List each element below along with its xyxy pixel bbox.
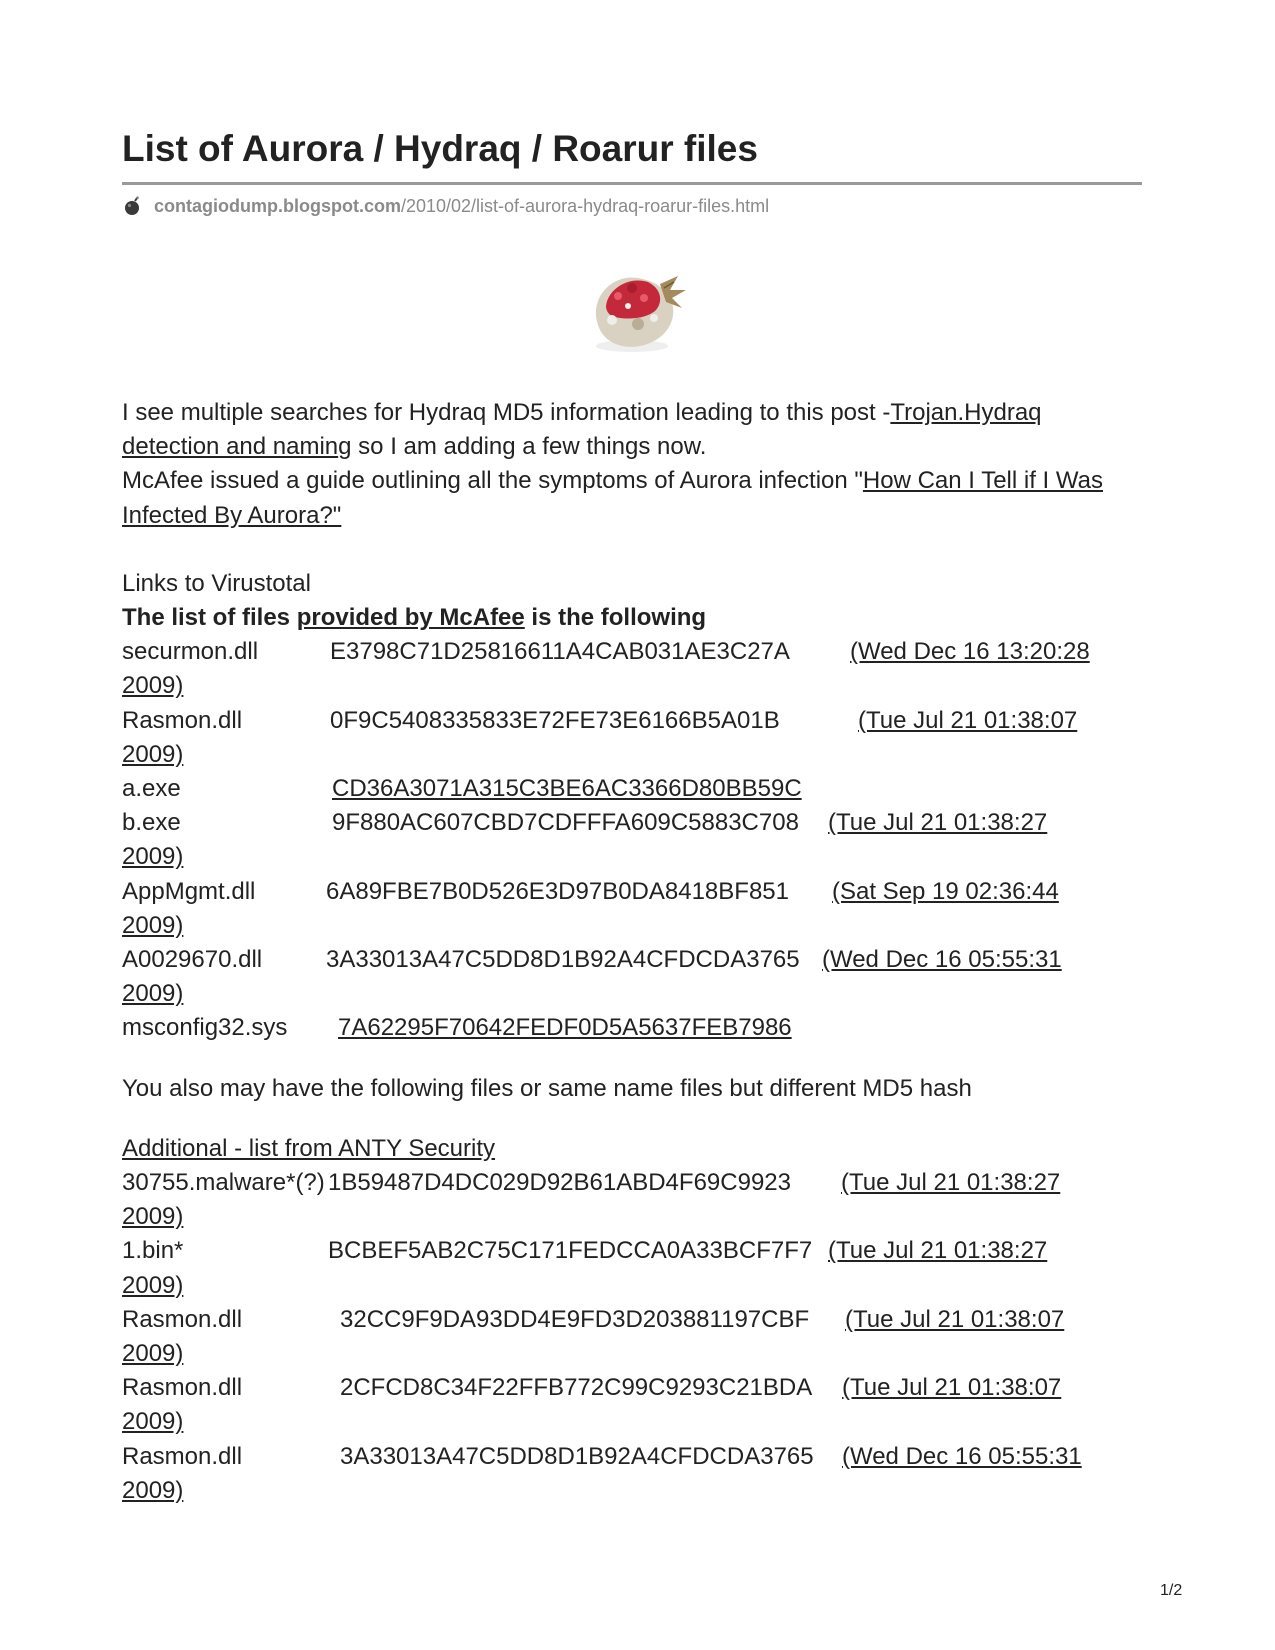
file-row[interactable]: 30755.malware*(?) 1B59487D4DC029D92B61ABD4F69C9923 (Tue Jul 21 01:38:27 2009) <box>122 1169 1061 1231</box>
file-row[interactable]: Rasmon.dll 2CFCD8C34F22FFB772C99C9293C21BDA (Tue Jul 21 01:38:07 2009) <box>122 1374 1062 1436</box>
rotten-strawberry-image <box>582 258 692 358</box>
file-row[interactable]: a.exe CD36A3071A315C3BE6AC3366D80BB59C <box>122 775 802 803</box>
provided-by-mcafee-link[interactable]: provided by McAfee <box>296 604 525 632</box>
file-row[interactable]: AppMgmt.dll 6A89FBE7B0D526E3D97B0DA8418BF851 (Sat Sep 19 02:36:44 2009) <box>122 877 1059 939</box>
trojan-hydraq-link[interactable]: Trojan.Hydraq detection and namin <box>122 399 1042 461</box>
mcafee-heading: The list of files provided by McAfee is the following <box>122 604 707 632</box>
source-path: /2010/02/list-of-aurora-hydraq-roarur-files.html <box>400 195 770 216</box>
mcafee-guide-link[interactable]: How Can I Tell if I Was Infected By Aurora?" <box>122 467 1103 529</box>
file-row[interactable]: b.exe 9F880AC607CBD7CDFFFA609C5883C708 (Tue Jul 21 01:38:27 2009) <box>122 809 1048 871</box>
anty-security-link[interactable]: Additional - list from ANTY Security <box>122 1134 496 1162</box>
title-divider <box>122 182 1142 185</box>
additional-file-list <box>122 1166 1142 1508</box>
page-title: List of Aurora / Hydraq / Roarur files <box>122 128 758 169</box>
file-row[interactable]: Rasmon.dll 0F9C5408335833E72FE73E6166B5A01B (Tue Jul 21 01:38:07 2009) <box>122 706 1078 768</box>
file-row[interactable]: securmon.dll E3798C71D25816611A4CAB031AE3C27A (Wed Dec 16 13:20:28 2009) <box>122 638 1090 700</box>
file-row[interactable]: 1.bin* BCBEF5AB2C75C171FEDCCA0A33BCF7F7 (Tue Jul 21 01:38:27 2009) <box>122 1237 1048 1299</box>
file-row[interactable]: A0029670.dll 3A33013A47C5DD8D1B92A4CFDCDA3765 (Wed Dec 16 05:55:31 2009) <box>122 946 1062 1008</box>
mcafee-file-list <box>122 635 1142 1045</box>
page-number: 1/2 <box>1160 1582 1183 1599</box>
additional-heading <box>122 1132 1142 1166</box>
additional-note: You also may have the following files or same name files but different MD5 hash <box>122 1074 972 1102</box>
links-heading: Links to Virustotal <box>122 569 311 597</box>
bomb-icon <box>122 196 142 216</box>
file-row[interactable]: Rasmon.dll 3A33013A47C5DD8D1B92A4CFDCDA3765 (Wed Dec 16 05:55:31 2009) <box>122 1442 1082 1504</box>
source-url[interactable] <box>122 194 769 218</box>
article-body <box>122 396 1142 1508</box>
file-row[interactable]: Rasmon.dll 32CC9F9DA93DD4E9FD3D203881197CBF (Tue Jul 21 01:38:07 2009) <box>122 1305 1065 1368</box>
source-domain: contagiodump.blogspot.com <box>154 195 401 216</box>
intro-paragraph-2: McAfee issued a guide outlining all the symptoms of Aurora infection "How Can I Tell if I Was Infected By Aurora?" <box>122 467 1103 529</box>
file-row[interactable]: msconfig32.sys 7A62295F70642FEDF0D5A5637FEB7986 <box>122 1014 792 1042</box>
intro-paragraph-1: I see multiple searches for Hydraq MD5 information leading to this post -Trojan.Hydraq detection and naming so I am adding a few things now. <box>122 399 1042 461</box>
